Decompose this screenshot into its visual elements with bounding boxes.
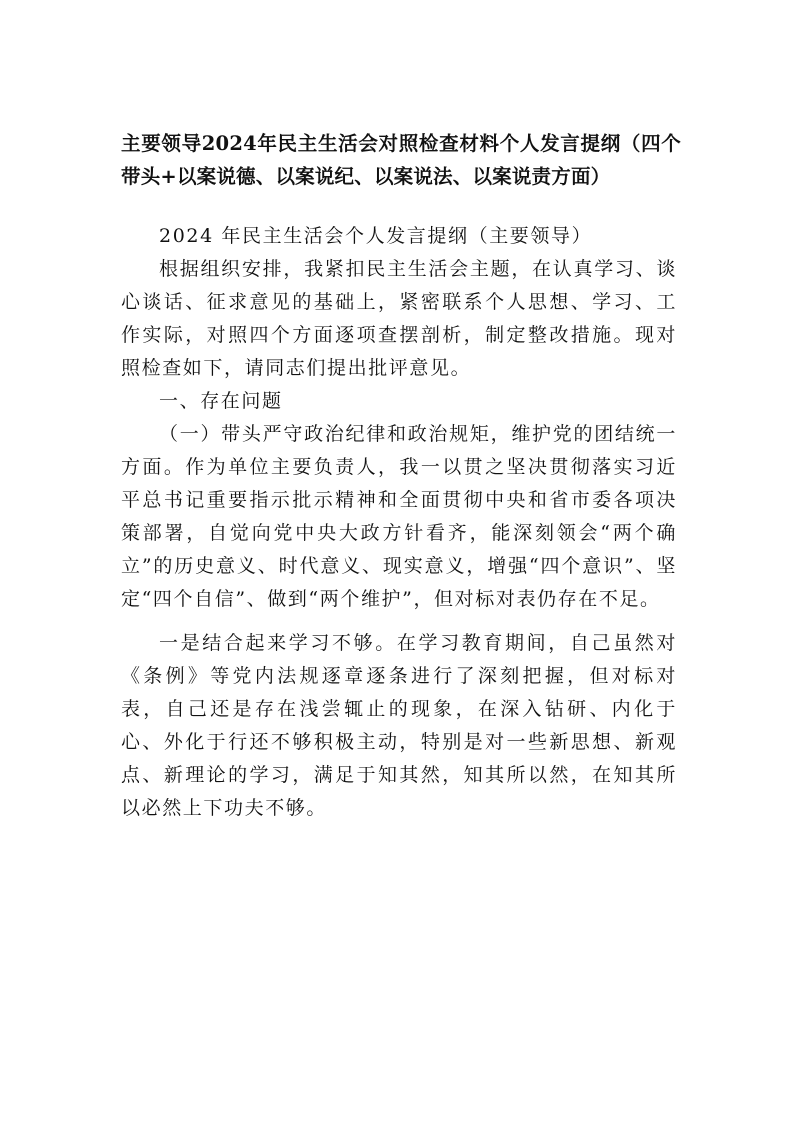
paragraph-political-discipline: （一）带头严守政治纪律和政治规矩，维护党的团结统一方面。作为单位主要负责人，我一以贯之坚决贯彻落实习近平总书记重要指示批示精神和全面贯彻中央和省市委各项决策部署，自觉向党中央大政方针看齐，能深刻领会“两个确立”的历史意义、时代意义、现实意义，增强“四个意识”、坚定“四个自信”、做到“两个维护”，但对标对表仍存在不足。 [121,423,677,610]
document-title: 主要领导2024年民主生活会对照检查材料个人发言提纲（四个带头+以案说德、以案说纪、以案说法、以案说责方面） [121,132,681,188]
document-subtitle: 2024 年民主生活会个人发言提纲（主要领导） [159,225,593,247]
section-heading-problems: 一、存在问题 [159,390,283,412]
paragraph-intro: 根据组织安排，我紧扣民主生活会主题，在认真学习、谈心谈话、征求意见的基础上，紧密联系个人思想、学习、工作实际，对照四个方面逐项查摆剖析，制定整改措施。现对照检查如下，请同志们提出批评意见。 [121,258,677,379]
document-body [121,220,677,825]
paragraph-study-insufficient: 一是结合起来学习不够。在学习教育期间，自己虽然对《条例》等党内法规逐章逐条进行了深刻把握，但对标对表，自己还是存在浅尝辄止的现象，在深入钻研、内化于心、外化于行还不够积极主动，特别是对一些新思想、新观点、新理论的学习，满足于知其然，知其所以然，在知其所以必然上下功夫不够。 [121,632,677,819]
